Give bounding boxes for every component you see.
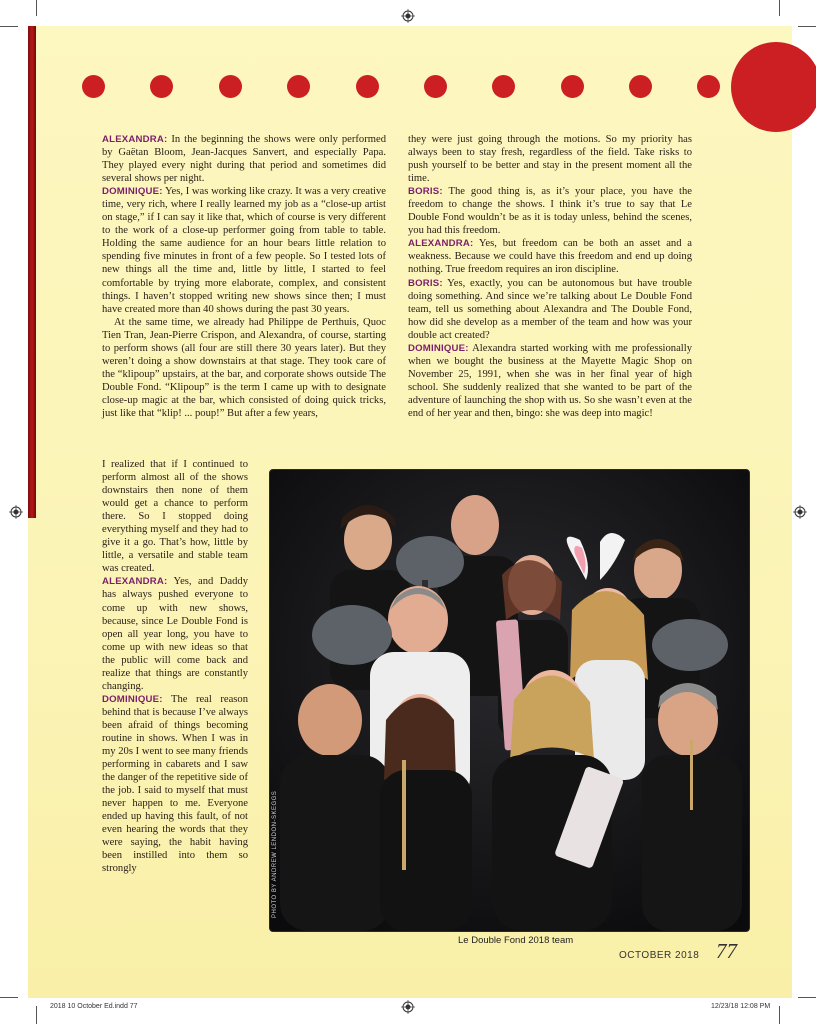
team-photo-illustration xyxy=(270,470,749,931)
article-paragraph xyxy=(408,342,692,420)
paragraph-text: The real reason behind that is because I’ve always been afraid of things becoming routine in shows. When I was in my 20s I went to see many friends performing in cabarets and I saw the danger of the repetitive side of the job. I said to myself that must never happen to me. Everyone ended up having this fault, of not even hearing the words that they were saying, the habit having been instilled into them so strongly xyxy=(102,693,248,875)
paragraph-text: Yes, and Daddy has always pushed everyone to come up with new shows, because, since Le Double Fond is open all year long, you have to come up with new ideas so that the public will come back and realize that things are constantly changing. xyxy=(102,576,248,692)
registration-mark-icon xyxy=(401,1000,415,1014)
article-column-left-top xyxy=(102,133,386,420)
paragraph-text: I realized that if I continued to perform almost all of the shows downstairs then none of them would get a chance to perform there. So I stopped doing everything myself and they had to give it a go. That’s how, little by little, a versatile and stable team was created. xyxy=(102,459,248,575)
speaker-name: BORIS: xyxy=(408,186,443,198)
crop-mark xyxy=(779,0,780,16)
article-paragraph xyxy=(102,458,248,575)
speaker-name: ALEXANDRA: xyxy=(102,576,168,588)
crop-mark xyxy=(0,997,18,998)
registration-mark-icon xyxy=(793,505,807,519)
left-red-bar xyxy=(28,26,36,518)
crop-mark xyxy=(798,997,816,998)
paragraph-text: At the same time, we already had Philippe de Perthuis, Quoc Tien Tran, Jean-Pierre Crispon, and Alexandra, of course, starting to perform shows (all four are still there 30 years later). But they weren’t doing a show downstairs at that stage. They took care of the “klipoup” upstairs, at the bar, and corporate shows outside The Double Fond. “Klipoup” is the term I came up with to designate close-up magic at the bar, which consisted of doing quick tricks, just like that “klip! ... poup!” But after a few years, xyxy=(102,316,386,419)
speaker-name: DOMINIQUE: xyxy=(102,186,163,198)
registration-mark-icon xyxy=(9,505,23,519)
paragraph-text: Yes, but freedom can be both an asset and a weakness. Because we could have this freedom and end up doing nothing. True freedom requires an iron discipline. xyxy=(408,238,692,276)
paragraph-text: Yes, exactly, you can be autonomous but have trouble doing something. And since we’re talking about Le Double Fond team, tell us something about Alexandra and The Double Fond, how did she develop as a member of the team and how was your double act created? xyxy=(408,277,692,341)
article-paragraph xyxy=(102,693,248,876)
article-paragraph xyxy=(408,237,692,276)
crop-mark xyxy=(0,26,18,27)
page-number: 77 xyxy=(716,939,737,963)
print-slug-filename: 2018 10 October Ed.indd 77 xyxy=(50,1003,138,1010)
paragraph-text: they were just going through the motions. So my priority has always been to stay fresh, regardless of the field. Take risks to push yourself to be better and stay in the present moment all the time. xyxy=(408,134,692,185)
paragraph-text: The good thing is, as it’s your place, you have the freedom to change the shows. I think it’s true to say that Le Double Fond wouldn’t be as it is today unless, behind the scenes, you had this freedom. xyxy=(408,186,692,237)
photo-credit-text: PHOTO BY ANDREW LENDON-SKEGGS xyxy=(272,790,278,918)
paragraph-text: Alexandra started working with me professionally when we bought the business at the Mayette Magic Shop on November 25, 1991, when she was in her final year of high school. She suddenly realized that she wanted to be part of the adventure of launching the shop with us. So she wasn’t even at the end of her year and then, bingo: she was deep into magic! xyxy=(408,342,692,419)
dot xyxy=(561,75,584,98)
speaker-name: DOMINIQUE: xyxy=(102,693,163,705)
dot xyxy=(287,75,310,98)
crop-mark xyxy=(36,0,37,16)
article-paragraph xyxy=(102,575,248,692)
dot xyxy=(356,75,379,98)
paragraph-text: Yes, I was working like crazy. It was a very creative time, very rich, where I really learned my job as a “close-up artist on stage,” if I can say it like that, which of course is very different to the work of a close-up performer going from table to table. Holding the same audience for an hour bears little relation to spending five minutes in front of a few people. So I tested lots of new things all the time and, little by little, I started to feel comfortable by trying more elaborate, complex, and consistent things. I haven’t stopped writing new shows since then; I must have created more than 40 shows during the past 30 years. xyxy=(102,186,386,315)
dot xyxy=(629,75,652,98)
article-paragraph xyxy=(102,316,386,420)
article-paragraph xyxy=(102,133,386,185)
dot xyxy=(492,75,515,98)
article-paragraph xyxy=(408,277,692,342)
photo-caption: Le Double Fond 2018 team xyxy=(458,935,574,946)
registration-mark-icon xyxy=(401,9,415,23)
speaker-name: DOMINIQUE: xyxy=(408,342,469,354)
article-column-right xyxy=(408,133,692,420)
print-slug-timestamp: 12/23/18 12:08 PM xyxy=(711,1003,771,1010)
dot xyxy=(219,75,242,98)
crop-mark xyxy=(798,26,816,27)
decorative-dots-row xyxy=(0,75,816,99)
dot xyxy=(424,75,447,98)
crop-mark xyxy=(36,1006,37,1024)
article-paragraph xyxy=(102,185,386,315)
dot xyxy=(82,75,105,98)
photo-credit xyxy=(272,790,284,924)
speaker-name: ALEXANDRA: xyxy=(408,238,474,250)
article-column-left-bottom xyxy=(102,458,248,876)
dot xyxy=(150,75,173,98)
article-paragraph xyxy=(408,133,692,185)
article-paragraph xyxy=(408,185,692,237)
crop-mark xyxy=(779,1006,780,1024)
team-photo xyxy=(269,469,750,932)
paragraph-text: In the beginning the shows were only performed by Gaëtan Bloom, Jean-Jacques Sanvert, and especially Papa. They played every night during that period and sometimes did several shows per night. xyxy=(102,134,386,185)
speaker-name: BORIS: xyxy=(408,277,443,289)
speaker-name: ALEXANDRA: xyxy=(102,134,168,145)
large-red-circle xyxy=(731,42,816,132)
issue-date: OCTOBER 2018 xyxy=(619,950,700,961)
dot xyxy=(697,75,720,98)
